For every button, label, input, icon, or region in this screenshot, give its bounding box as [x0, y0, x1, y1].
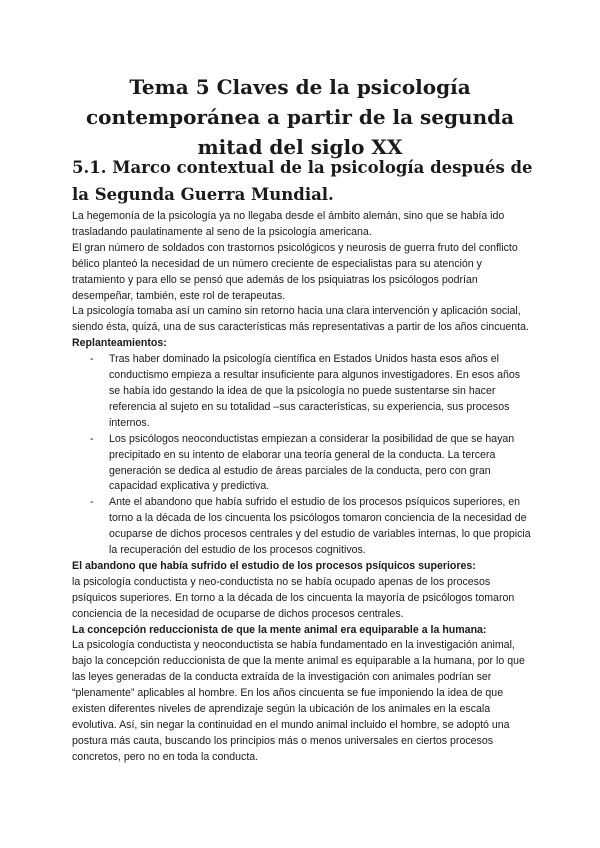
document-body — [72, 209, 532, 766]
bullet-dash: - — [90, 432, 94, 445]
intro-paragraph: La psicología tomaba así un camino sin retorno hacia una clara intervención y aplicación social, siendo ésta, quizá, una de sus características más representativas a partir de los años cincuenta. — [72, 305, 529, 334]
list-item — [72, 432, 532, 496]
list-item — [72, 352, 532, 432]
bullet-dash: - — [90, 353, 94, 366]
intro-paragraph: El gran número de soldados con trastornos psicológicos y neurosis de guerra fruto del conflicto bélico planteó la necesidad de un número creciente de especialistas para su atención y tratamiento y para ello se pensó que además de los psiquiatras los psicólogos podrían desempeñar, también, este rol de terapeutas. — [72, 241, 518, 302]
abandono-heading: El abandono que había sufrido el estudio de los procesos psíquicos superiores: — [72, 559, 476, 572]
list-item-text: Tras haber dominado la psicología científica en Estados Unidos hasta esos años el conductismo empieza a resultar insuficiente para algunos investigadores. En esos años se había ido gestando la idea de que la psicología no puede sustentarse sin hacer referencia al sujeto en su totalidad –sus características, su experiencia, sus procesos internos. — [109, 353, 521, 429]
replanteamientos-heading: Replanteamientos: — [72, 337, 167, 350]
list-item-text: Los psicólogos neoconductistas empiezan a considerar la posibilidad de que se hayan precipitado en su intento de elaborar una teoría general de la conducta. La tercera generación se dedica al estudio de áreas parciales de la conducta, pero con gran capacidad explicativa y predictiva. — [109, 432, 515, 493]
intro-paragraph: La hegemonía de la psicología ya no llegaba desde el ámbito alemán, sino que se había ido trasladando paulatinamente al seno de la psicología americana. — [72, 210, 505, 238]
abandono-text: la psicología conductista y neo-conductista no se había ocupado apenas de los procesos psíquicos superiores. En torno a la década de los cincuenta la mayoría de psicólogos tomaron conciencia de la necesidad de ocuparse de dichos procesos centrales. — [72, 575, 515, 620]
replanteamientos-list — [72, 352, 532, 559]
concepcion-text: La psicología conductista y neoconductista se había fundamentado en la investigación animal, bajo la concepción reduccionista de que la mente animal es equiparable a la humana, por lo que las leyes generadas de la conducta extraída de la investigación con animales podrían ser “plenamente” aplicables al hombre. En los años cincuenta se fue imponiendo la idea de que existen diferentes niveles de aprendizaje según la ubicación de los animales en la escala evolutiva. Así, sin negar la continuidad en el mundo animal incluido el hombre, se adoptó una postura más cauta, buscando los principios más o menos universales en ciertos procesos concretos, pero no en toda la conducta. — [72, 639, 525, 763]
list-item-text: Ante el abandono que había sufrido el estudio de los procesos psíquicos superiores, en torno a la década de los cincuenta los psicólogos tomaron conciencia de la necesidad de ocuparse de dichos procesos centrales y del estudio de variables internas, lo que propicia la recuperación del estudio de los procesos cognitivos. — [109, 496, 531, 557]
section-heading: 5.1. Marco contextual de la psicología después de la Segunda Guerra Mundial. — [72, 158, 533, 204]
concepcion-heading: La concepción reduccionista de que la mente animal era equiparable a la humana: — [72, 623, 487, 636]
list-item — [72, 495, 532, 559]
bullet-dash: - — [90, 496, 94, 509]
page-title: Tema 5 Claves de la psicología contemporánea a partir de la segunda mitad del siglo XX — [85, 75, 515, 159]
